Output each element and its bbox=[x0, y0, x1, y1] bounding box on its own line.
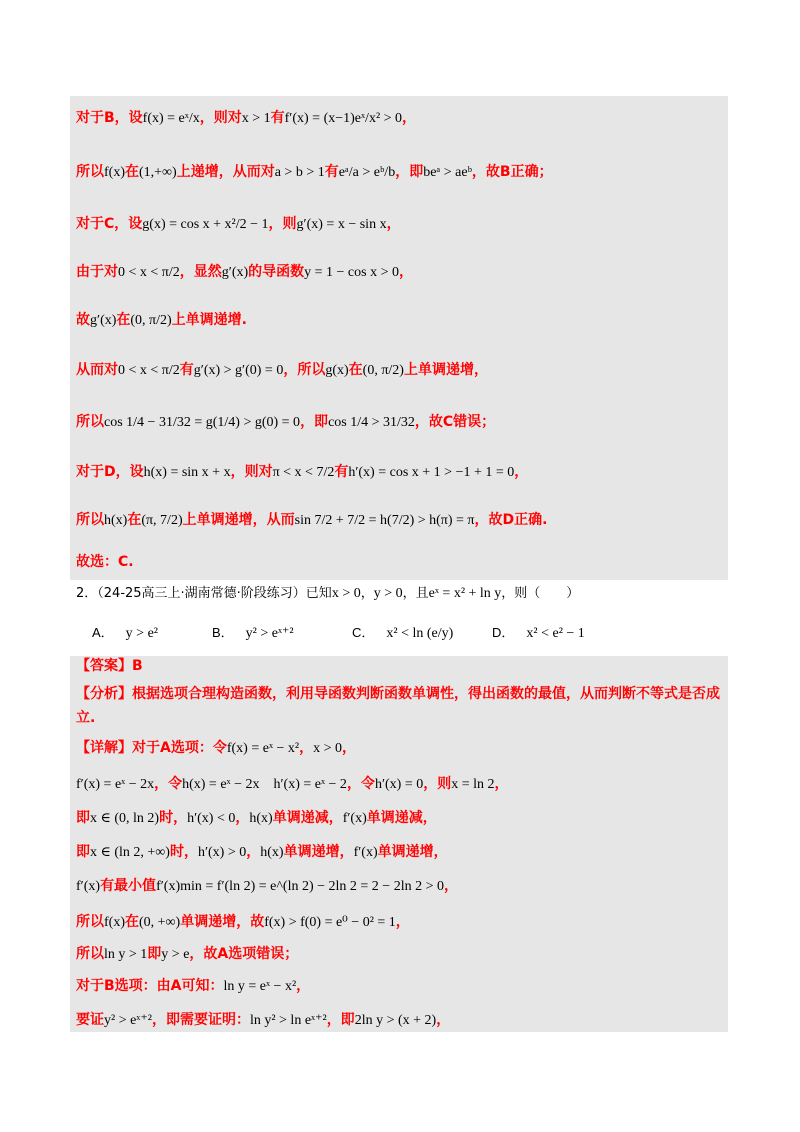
detail-line-3 bbox=[76, 808, 724, 829]
text-segment: 时， bbox=[159, 810, 188, 826]
math-expression: h′(x) = 0 bbox=[374, 777, 424, 792]
math-expression: eᵃ/a > eᵇ/b bbox=[338, 165, 396, 180]
solution-line-3 bbox=[76, 214, 724, 235]
solution-line-4 bbox=[76, 262, 724, 283]
math-expression: y = 1 − cos x > 0 bbox=[304, 265, 399, 280]
math-expression: x > 0 bbox=[313, 741, 342, 756]
solution-line-1 bbox=[76, 108, 724, 129]
math-expression: f(x) > f(0) = e⁰ − 0² = 1 bbox=[264, 915, 396, 930]
answer-line: 【答案】B bbox=[76, 658, 143, 674]
text-segment: ， bbox=[514, 464, 529, 480]
math-expression: g(x) = cos x + x²/2 − 1 bbox=[142, 217, 269, 232]
math-expression: beᵃ > aeᵇ bbox=[423, 165, 472, 180]
text-segment: 上单调递增， bbox=[403, 362, 488, 378]
solution-line-10 bbox=[76, 552, 724, 572]
text-segment: ， bbox=[402, 110, 417, 126]
text-segment: 要证 bbox=[76, 1012, 104, 1028]
text-segment: ， bbox=[436, 1012, 451, 1028]
text-segment: 故 bbox=[76, 312, 90, 328]
text-segment: ，则 bbox=[423, 776, 452, 792]
analysis-line-2: 立. bbox=[76, 710, 96, 726]
text-segment: 【详解】对于A选项：令 bbox=[76, 740, 227, 756]
text-segment: 所以 bbox=[76, 414, 104, 430]
math-expression: g′(x) = x − sin x bbox=[296, 217, 387, 232]
math-expression: π < x < 7/2 bbox=[272, 465, 335, 480]
text-segment: ，即需要证明： bbox=[151, 1012, 250, 1028]
text-segment: 即 bbox=[76, 844, 90, 860]
math-expression: x = ln 2 bbox=[451, 777, 495, 792]
text-segment: 所以 bbox=[76, 914, 104, 930]
text-segment: 在 bbox=[125, 914, 139, 930]
text-segment: ， bbox=[299, 740, 314, 756]
text-segment: ， bbox=[443, 878, 458, 894]
text-segment: 对于D，设 bbox=[76, 464, 144, 480]
text-segment: ，令 bbox=[154, 776, 183, 792]
math-expression: h′(x) = cos x + 1 > −1 + 1 = 0 bbox=[348, 465, 515, 480]
text-segment: 对于B，设 bbox=[76, 110, 143, 126]
text-segment: 从而对 bbox=[76, 362, 118, 378]
solution-line-5 bbox=[76, 310, 724, 331]
text-segment: ，故B正确； bbox=[471, 164, 553, 180]
detail-line-7 bbox=[76, 944, 724, 965]
math-expression: (π, 7/2) bbox=[141, 513, 183, 528]
option-c: C． x² < ln (e/y) bbox=[352, 625, 454, 641]
math-expression: f′(x) bbox=[342, 811, 367, 826]
option-b: B． y² > eˣ⁺² bbox=[212, 625, 294, 641]
text-segment: 故选：C. bbox=[76, 554, 134, 570]
text-segment: ，故C错误； bbox=[414, 414, 496, 430]
detail-line-2 bbox=[76, 774, 724, 795]
math-expression: f′(x) bbox=[353, 845, 378, 860]
math-expression: h(x) = sin x + x bbox=[143, 465, 231, 480]
text-segment: ，则对 bbox=[230, 464, 273, 480]
solution-line-6 bbox=[76, 360, 724, 381]
text-segment: 单调递增， bbox=[283, 844, 354, 860]
math-expression: 0 < x < π/2 bbox=[118, 363, 180, 378]
text-segment: ，即 bbox=[326, 1012, 355, 1028]
text-segment: 单调递减， bbox=[272, 810, 343, 826]
text-segment: ， bbox=[342, 740, 356, 756]
math-expression: (0, π/2) bbox=[362, 363, 404, 378]
math-expression: x ∈ (ln 2, +∞) bbox=[90, 845, 170, 860]
option-a: A． y > e² bbox=[92, 625, 158, 641]
solution-line-9 bbox=[76, 510, 724, 531]
math-expression: h′(x) < 0 bbox=[187, 811, 236, 826]
math-expression: h(x) bbox=[260, 845, 284, 860]
math-expression: y > e bbox=[161, 947, 190, 962]
text-segment: 单调递增，故 bbox=[180, 914, 265, 930]
text-segment: ，即 bbox=[395, 164, 424, 180]
text-segment: ，则对 bbox=[199, 110, 242, 126]
text-segment: 有 bbox=[270, 110, 285, 126]
text-segment: ，所以 bbox=[283, 362, 326, 378]
math-expression: g′(x) bbox=[90, 313, 117, 328]
text-segment: 时， bbox=[169, 844, 198, 860]
math-expression: y² > eˣ⁺² bbox=[104, 1013, 152, 1028]
math-expression: (0, π/2) bbox=[130, 313, 172, 328]
text-segment: 所以 bbox=[76, 164, 104, 180]
math-expression: g′(x) > g′(0) = 0 bbox=[193, 363, 284, 378]
option-d: D． x² < e² − 1 bbox=[492, 625, 585, 641]
text-segment: ， bbox=[386, 216, 401, 232]
text-segment: ， bbox=[395, 914, 410, 930]
text-segment: 上单调递增，从而 bbox=[182, 512, 295, 528]
text-segment: 由于对 bbox=[76, 264, 118, 280]
math-expression: x > 1 bbox=[241, 111, 271, 126]
text-segment: 在 bbox=[127, 512, 142, 528]
math-expression: f(x) = eˣ/x bbox=[142, 111, 200, 126]
text-segment: ，故D正确. bbox=[474, 512, 548, 528]
text-segment: 即 bbox=[76, 810, 90, 826]
math-expression: f(x) bbox=[104, 165, 125, 180]
detail-line-4 bbox=[76, 842, 724, 863]
math-expression: a > b > 1 bbox=[274, 165, 325, 180]
detail-line-9 bbox=[76, 1010, 724, 1031]
math-expression: h′(x) > 0 bbox=[197, 845, 247, 860]
text-segment: ， bbox=[246, 844, 261, 860]
text-segment: ， bbox=[296, 978, 311, 994]
detail-line-1 bbox=[76, 738, 724, 759]
text-segment: 所以 bbox=[76, 512, 104, 528]
text-segment: 在 bbox=[125, 164, 139, 180]
analysis-line-1: 【分析】根据选项合理构造函数，利用导函数判断函数单调性，得出函数的最值，从而判断不等式是否成 bbox=[76, 686, 720, 702]
math-expression: 0 < x < π/2 bbox=[118, 265, 180, 280]
math-expression: cos 1/4 > 31/32 bbox=[328, 415, 415, 430]
math-expression: g′(x) bbox=[221, 265, 249, 280]
text-segment: 所以 bbox=[76, 946, 104, 962]
text-segment: ，故A选项错误； bbox=[189, 946, 299, 962]
text-segment: 在 bbox=[116, 312, 131, 328]
text-segment: ， bbox=[235, 810, 250, 826]
math-expression: f′(x) bbox=[76, 879, 101, 894]
math-expression: f(x) bbox=[104, 915, 125, 930]
math-expression: 2ln y > (x + 2) bbox=[354, 1013, 437, 1028]
math-expression: ln y > 1 bbox=[104, 947, 148, 962]
text-segment: ，显然 bbox=[179, 264, 222, 280]
text-segment: ，令 bbox=[346, 776, 375, 792]
text-segment: ， bbox=[494, 776, 509, 792]
math-expression: (0, +∞) bbox=[139, 915, 181, 930]
text-segment: 即 bbox=[147, 946, 162, 962]
text-segment: 的导函数 bbox=[248, 264, 305, 280]
math-expression: g(x) bbox=[325, 363, 349, 378]
text-segment: 有 bbox=[334, 464, 349, 480]
math-expression: f′(x) = eˣ − 2x bbox=[76, 777, 155, 792]
text-segment: 有 bbox=[324, 164, 339, 180]
math-expression: f′(x)min = f′(ln 2) = e^(ln 2) − 2ln 2 = 2 − 2ln 2 > 0 bbox=[156, 879, 444, 894]
detail-line-6 bbox=[76, 912, 724, 933]
text-segment: 有最小值 bbox=[100, 878, 157, 894]
solution-line-8 bbox=[76, 462, 724, 483]
math-expression: sin 7/2 + 7/2 = h(7/2) > h(π) = π bbox=[294, 513, 475, 528]
question-stem: 2．（24-25高三上·湖南常德·阶段练习）已知x > 0，y > 0，且eˣ = x² + ln y，则（ ） bbox=[76, 586, 580, 601]
text-segment: ， bbox=[399, 264, 413, 280]
text-segment: 上递增，从而对 bbox=[176, 164, 275, 180]
solution-line-7 bbox=[76, 412, 724, 433]
math-expression: ln y = eˣ − x² bbox=[223, 979, 297, 994]
text-segment: 对于C，设 bbox=[76, 216, 143, 232]
text-segment: 在 bbox=[348, 362, 363, 378]
math-expression: f(x) = eˣ − x² bbox=[226, 741, 300, 756]
text-segment: 有 bbox=[179, 362, 194, 378]
solution-line-2 bbox=[76, 162, 724, 183]
text-segment: 单调递增， bbox=[377, 844, 448, 860]
text-segment: 单调递减， bbox=[366, 810, 437, 826]
math-expression: h(x) bbox=[249, 811, 273, 826]
math-expression: cos 1/4 − 31/32 = g(1/4) > g(0) = 0 bbox=[104, 415, 301, 430]
text-segment: 上单调递增. bbox=[171, 312, 248, 328]
text-segment: ，即 bbox=[300, 414, 329, 430]
math-expression: x ∈ (0, ln 2) bbox=[90, 811, 160, 826]
detail-line-5 bbox=[76, 876, 724, 897]
text-segment: 对于B选项：由A可知： bbox=[76, 978, 224, 994]
detail-line-8 bbox=[76, 976, 724, 997]
math-expression: h(x) = eˣ − 2x h′(x) = eˣ − 2 bbox=[182, 777, 347, 792]
math-expression: (1,+∞) bbox=[139, 165, 177, 180]
math-expression: f′(x) = (x−1)eˣ/x² > 0 bbox=[284, 111, 403, 126]
text-segment: ，则 bbox=[268, 216, 297, 232]
math-expression: h(x) bbox=[104, 513, 128, 528]
math-expression: ln y² > ln eˣ⁺² bbox=[249, 1013, 327, 1028]
